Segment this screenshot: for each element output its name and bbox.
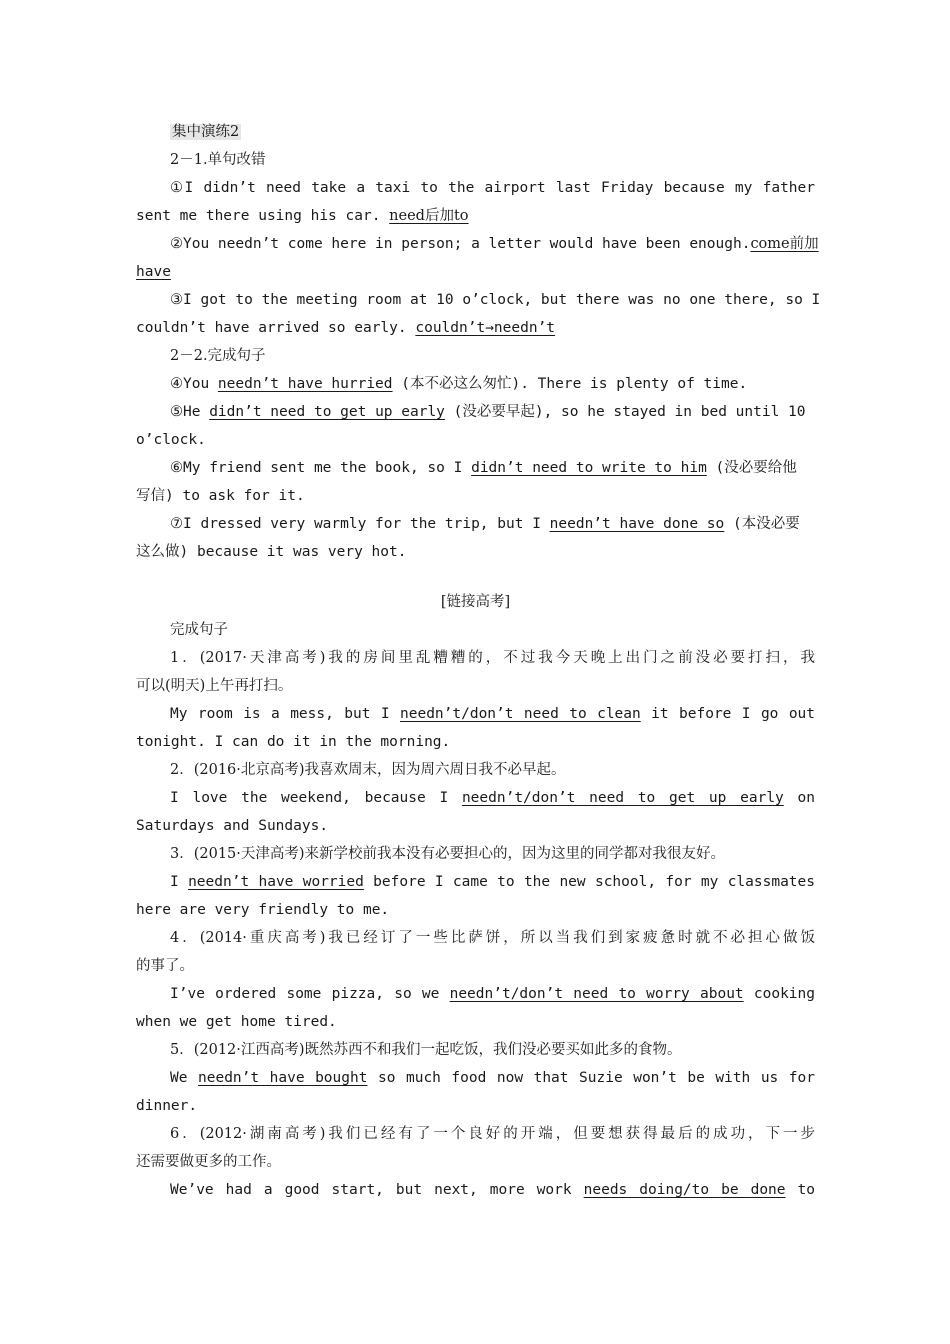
q3-english-line2: here are very friendly to me. bbox=[136, 902, 390, 918]
item4-line: ④You needn’t have hurried (本不必这么匆忙). There is plenty of time. bbox=[170, 376, 748, 392]
item3-line2: couldn’t have arrived so early. couldn’t→needn’t bbox=[136, 320, 556, 336]
q6-chinese-line2: 还需要做更多的工作。 bbox=[136, 1154, 281, 1170]
item6-line1: ⑥My friend sent me the book, so I didn’t need to write to him (没必要给他 bbox=[170, 460, 797, 476]
item7-answer: needn’t have done so bbox=[549, 516, 725, 532]
item1-line2: sent me there using his car. need后加to bbox=[136, 208, 469, 224]
item5-line1: ⑤He didn’t need to get up early (没必要早起), so he stayed in bed until 10 bbox=[170, 404, 806, 420]
item7-line1: ⑦I dressed very warmly for the trip, but I needn’t have done so (本没必要 bbox=[170, 516, 800, 532]
q6-chinese-line1: 6．(2012·湖南高考)我们已经有了一个良好的开端，但要想获得最后的成功，下一步 bbox=[170, 1126, 815, 1142]
q3-english-line1: I needn’t have worried before I came to the new school, for my classmates bbox=[170, 874, 815, 890]
item4-answer: needn’t have hurried bbox=[217, 376, 393, 392]
item2-answer-a: come前加 bbox=[750, 236, 819, 252]
q1-chinese-line2: 可以(明天)上午再打扫。 bbox=[136, 678, 293, 694]
link-title: [链接高考] bbox=[440, 594, 511, 610]
q1-english-line2: tonight. I can do it in the morning. bbox=[136, 734, 451, 750]
q5-english-line1: We needn’t have bought so much food now that Suzie won’t be with us for bbox=[170, 1070, 815, 1086]
q2-chinese: 2．(2016·北京高考)我喜欢周末，因为周六周日我不必早起。 bbox=[170, 762, 566, 778]
q1-english-line1: My room is a mess, but I needn’t/don’t need to clean it before I go out bbox=[170, 706, 816, 722]
q3-chinese: 3．(2015·天津高考)来新学校前我本没有必要担心的，因为这里的同学都对我很友好。 bbox=[170, 846, 726, 862]
link-heading: 完成句子 bbox=[170, 622, 228, 638]
part2-heading: 2－2.完成句子 bbox=[170, 348, 266, 364]
q1-chinese-line1: 1．(2017·天津高考)我的房间里乱糟糟的，不过我今天晚上出门之前没必要打扫，我 bbox=[170, 650, 815, 666]
item2-answer-b: have bbox=[136, 264, 171, 280]
section-title: 集中演练2 bbox=[172, 124, 240, 140]
item5-answer: didn’t need to get up early bbox=[209, 404, 445, 420]
item7-line2: 这么做) because it was very hot. bbox=[136, 544, 407, 560]
q2-english-line2: Saturdays and Sundays. bbox=[136, 818, 329, 834]
q1-answer: needn’t/don’t need to clean bbox=[400, 706, 641, 722]
part1-heading: 2－1.单句改错 bbox=[170, 152, 266, 168]
q4-chinese-line2: 的事了。 bbox=[136, 958, 194, 974]
item6-line2: 写信) to ask for it. bbox=[136, 488, 305, 504]
q6-english-line1: We’ve had a good start, but next, more work needs doing/to be done to bbox=[170, 1182, 815, 1198]
q3-answer: needn’t have worried bbox=[188, 874, 364, 890]
q5-chinese: 5．(2012·江西高考)既然苏西不和我们一起吃饭，我们没必要买如此多的食物。 bbox=[170, 1042, 682, 1058]
q5-answer: needn’t have bought bbox=[198, 1070, 368, 1086]
item6-answer: didn’t need to write to him bbox=[471, 460, 707, 476]
q2-answer: needn’t/don’t need to get up early bbox=[461, 790, 784, 806]
q4-english-line1: I’ve ordered some pizza, so we needn’t/don’t need to worry about cooking bbox=[170, 986, 815, 1002]
item5-line2: o’clock. bbox=[136, 432, 206, 448]
item2-line1: ②You needn’t come here in person; a letter would have been enough.come前加 bbox=[170, 236, 819, 252]
q4-answer: needn’t/don’t need to worry about bbox=[449, 986, 744, 1002]
item3-answer: couldn’t→needn’t bbox=[415, 320, 556, 336]
q5-english-line2: dinner. bbox=[136, 1098, 198, 1114]
item3-line1: ③I got to the meeting room at 10 o’clock, but there was no one there, so I bbox=[170, 292, 821, 308]
q4-chinese-line1: 4．(2014·重庆高考)我已经订了一些比萨饼，所以当我们到家疲惫时就不必担心做饭 bbox=[170, 930, 815, 946]
item2-line2 bbox=[136, 258, 815, 286]
item1-line1: ①I didn’t need take a taxi to the airport last Friday because my father bbox=[170, 180, 815, 196]
item1-answer: need后加to bbox=[389, 208, 469, 224]
q4-english-line2: when we get home tired. bbox=[136, 1014, 337, 1030]
q6-answer: needs doing/to be done bbox=[583, 1182, 786, 1198]
q2-english-line1: I love the weekend, because I needn’t/don’t need to get up early on bbox=[170, 790, 815, 806]
